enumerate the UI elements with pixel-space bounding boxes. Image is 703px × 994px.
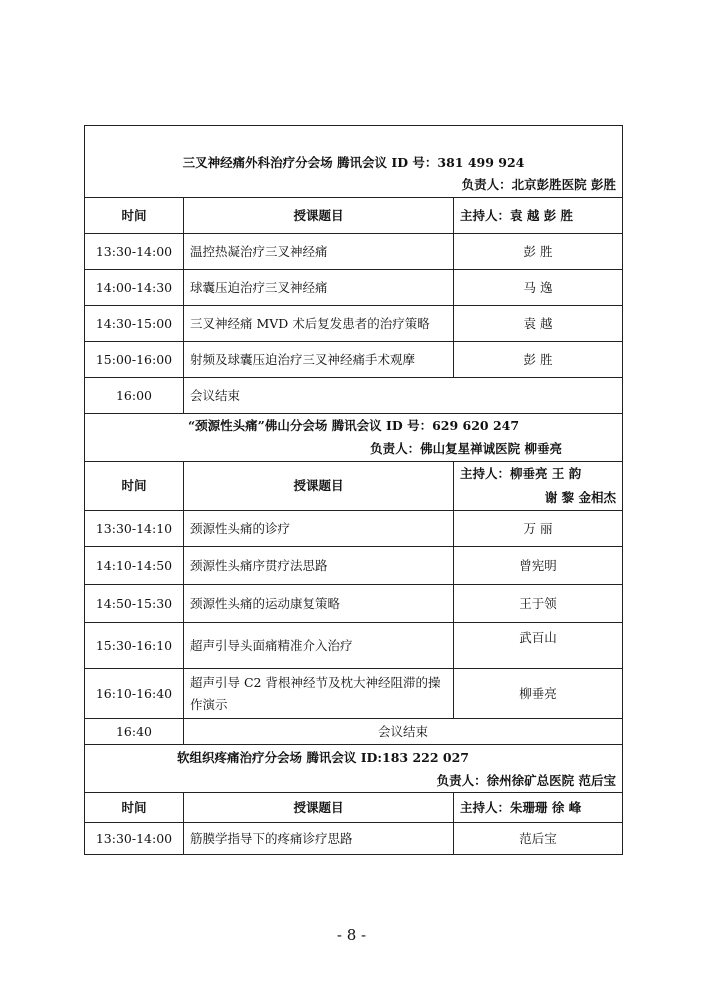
- session-responsible-row: [85, 438, 623, 462]
- host-column-header: 主持人：朱珊珊 徐 峰: [454, 793, 623, 823]
- topic-column-header: 授课题目: [184, 462, 454, 511]
- column-header-row: [85, 462, 623, 511]
- table-row: [85, 585, 623, 623]
- topic-column-header: 授课题目: [184, 198, 454, 234]
- session-header-row: [85, 126, 623, 174]
- table-row: [85, 342, 623, 378]
- topic-cell: 超声引导 C2 背根神经节及枕大神经阻滞的操作演示: [184, 669, 454, 719]
- time-cell: 13:30-14:00: [85, 234, 184, 270]
- time-cell: 14:30-15:00: [85, 306, 184, 342]
- speaker-cell: 彭 胜: [454, 234, 623, 270]
- host-line-1: 主持人：柳垂亮 王 韵: [460, 466, 582, 481]
- session-title: 三叉神经痛外科治疗分会场 腾讯会议 ID 号：381 499 924: [85, 126, 623, 174]
- time-cell: 13:30-14:00: [85, 823, 184, 855]
- schedule-table: [84, 125, 623, 855]
- session-header-row: [85, 745, 623, 771]
- speaker-cell: 武百山: [454, 623, 623, 669]
- session-title: “颈源性头痛”佛山分会场 腾讯会议 ID 号：629 620 247: [85, 414, 623, 438]
- time-cell: 13:30-14:10: [85, 511, 184, 547]
- speaker-cell: 马 逸: [454, 270, 623, 306]
- host-line-2: 谢 黎 金相杰: [544, 490, 617, 505]
- speaker-cell: 柳垂亮: [454, 669, 623, 719]
- speaker-cell: 万 丽: [454, 511, 623, 547]
- host-column-header: [454, 462, 623, 511]
- end-time-cell: 16:00: [85, 378, 184, 414]
- topic-cell: 颈源性头痛序贯疗法思路: [184, 547, 454, 585]
- speaker-cell: 彭 胜: [454, 342, 623, 378]
- session-title: 软组织疼痛治疗分会场 腾讯会议 ID:183 222 027: [85, 745, 623, 771]
- table-row: [85, 270, 623, 306]
- topic-cell: 温控热凝治疗三叉神经痛: [184, 234, 454, 270]
- end-row: [85, 378, 623, 414]
- time-cell: 16:10-16:40: [85, 669, 184, 719]
- topic-cell: 颈源性头痛的运动康复策略: [184, 585, 454, 623]
- time-column-header: 时间: [85, 462, 184, 511]
- table-row: [85, 823, 623, 855]
- time-cell: 14:00-14:30: [85, 270, 184, 306]
- speaker-cell: 范后宝: [454, 823, 623, 855]
- table-row: [85, 511, 623, 547]
- time-cell: 14:50-15:30: [85, 585, 184, 623]
- host-column-header: 主持人：袁 越 彭 胜: [454, 198, 623, 234]
- page-number: - 8 -: [336, 926, 367, 944]
- speaker-cell: 王于领: [454, 585, 623, 623]
- end-time-cell: 16:40: [85, 719, 184, 745]
- speaker-cell: 袁 越: [454, 306, 623, 342]
- time-cell: 14:10-14:50: [85, 547, 184, 585]
- time-cell: 15:00-16:00: [85, 342, 184, 378]
- end-text-cell: 会议结束: [184, 378, 623, 414]
- end-text-cell: 会议结束: [184, 719, 623, 745]
- session-header-row: [85, 414, 623, 438]
- time-cell: 15:30-16:10: [85, 623, 184, 669]
- table-row: [85, 547, 623, 585]
- session-responsible: 负责人：佛山复星禅诚医院 柳垂亮: [85, 438, 623, 462]
- time-column-header: 时间: [85, 793, 184, 823]
- session-responsible: 负责人：徐州徐矿总医院 范后宝: [85, 771, 623, 793]
- table-row: [85, 669, 623, 719]
- session-responsible-row: [85, 771, 623, 793]
- table-row: [85, 234, 623, 270]
- session-responsible: 负责人：北京彭胜医院 彭胜: [85, 174, 623, 198]
- topic-cell: 超声引导头面痛精准介入治疗: [184, 623, 454, 669]
- topic-cell: 射频及球囊压迫治疗三叉神经痛手术观摩: [184, 342, 454, 378]
- topic-cell: 颈源性头痛的诊疗: [184, 511, 454, 547]
- speaker-cell: 曾宪明: [454, 547, 623, 585]
- column-header-row: [85, 793, 623, 823]
- topic-column-header: 授课题目: [184, 793, 454, 823]
- topic-cell: 球囊压迫治疗三叉神经痛: [184, 270, 454, 306]
- column-header-row: [85, 198, 623, 234]
- table-row: [85, 623, 623, 669]
- end-row: [85, 719, 623, 745]
- time-column-header: 时间: [85, 198, 184, 234]
- topic-cell: 筋膜学指导下的疼痛诊疗思路: [184, 823, 454, 855]
- session-responsible-row: [85, 174, 623, 198]
- topic-cell: 三叉神经痛 MVD 术后复发患者的治疗策略: [184, 306, 454, 342]
- table-row: [85, 306, 623, 342]
